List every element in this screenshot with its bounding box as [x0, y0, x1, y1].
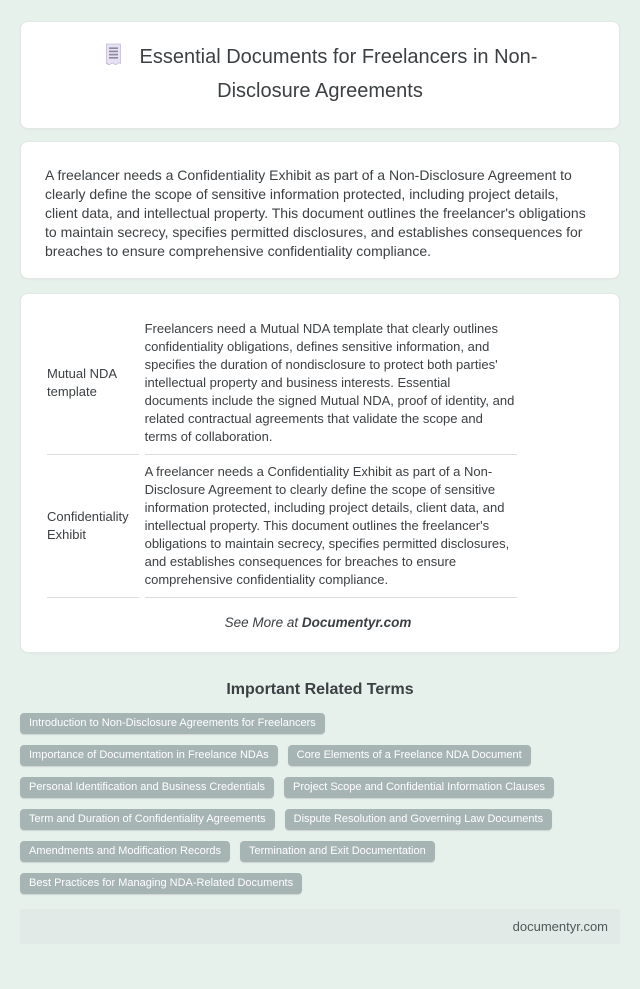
- terms-row: [20, 809, 620, 830]
- document-description: A freelancer needs a Confidentiality Exhibit as part of a Non-Disclosure Agreement to clearly define the scope of sensitive information protected, including project details, client data, and intellectual property. This document outlines the freelancer's obligations to maintain secrecy, specifies permitted disclosures, and establishes consequences for breaches to ensure comprehensive confidentiality compliance.: [145, 455, 517, 598]
- documents-table: [41, 312, 523, 598]
- see-more-prefix: See More at: [224, 615, 302, 630]
- table-row: [47, 455, 517, 598]
- table-row: [47, 312, 517, 455]
- terms-row: [20, 873, 620, 894]
- term-pill[interactable]: Importance of Documentation in Freelance NDAs: [20, 745, 278, 766]
- term-pill[interactable]: Termination and Exit Documentation: [240, 841, 435, 862]
- terms-row: [20, 713, 620, 734]
- see-more-line: [41, 614, 595, 632]
- term-pill[interactable]: Introduction to Non-Disclosure Agreements for Freelancers: [20, 713, 325, 734]
- page-title-text: Essential Documents for Freelancers in Non-Disclosure Agreements: [139, 46, 538, 102]
- page-title: [81, 42, 559, 106]
- footer-site-link[interactable]: documentyr.com: [512, 919, 608, 934]
- term-pill[interactable]: Core Elements of a Freelance NDA Document: [288, 745, 531, 766]
- intro-paragraph: A freelancer needs a Confidentiality Exhibit as part of a Non-Disclosure Agreement to clearly define the scope of sensitive information protected, including project details, client data, and intellectual property. This document outlines the freelancer's obligations to maintain secrecy, specifies permitted disclosures, and establishes consequences for breaches to ensure comprehensive confidentiality compliance.: [45, 167, 586, 259]
- terms-row: [20, 777, 620, 798]
- see-more-site-link[interactable]: Documentyr.com: [301, 615, 412, 630]
- terms-row: [20, 745, 620, 766]
- terms-row: [20, 841, 620, 862]
- related-terms-list: [20, 713, 620, 894]
- term-pill[interactable]: Dispute Resolution and Governing Law Documents: [285, 809, 552, 830]
- title-card: [20, 21, 620, 129]
- document-name: Confidentiality Exhibit: [47, 455, 139, 598]
- term-pill[interactable]: Amendments and Modification Records: [20, 841, 230, 862]
- document-name: Mutual NDA template: [47, 312, 139, 455]
- term-pill[interactable]: Term and Duration of Confidentiality Agreements: [20, 809, 275, 830]
- documents-card: [20, 293, 620, 653]
- receipt-icon: [103, 43, 124, 76]
- related-terms-heading: Important Related Terms: [226, 681, 414, 698]
- intro-card: [20, 141, 620, 279]
- term-pill[interactable]: Personal Identification and Business Credentials: [20, 777, 274, 798]
- term-pill[interactable]: Project Scope and Confidential Information Clauses: [284, 777, 554, 798]
- term-pill[interactable]: Best Practices for Managing NDA-Related Documents: [20, 873, 302, 894]
- document-description: Freelancers need a Mutual NDA template that clearly outlines confidentiality obligations, defines sensitive information, and specifies the duration of nondisclosure to protect both parties' intellectual property and business interests. Essential documents include the signed Mutual NDA, proof of identity, and related contractual agreements that validate the scope and terms of collaboration.: [145, 312, 517, 455]
- footer-bar: [20, 909, 620, 944]
